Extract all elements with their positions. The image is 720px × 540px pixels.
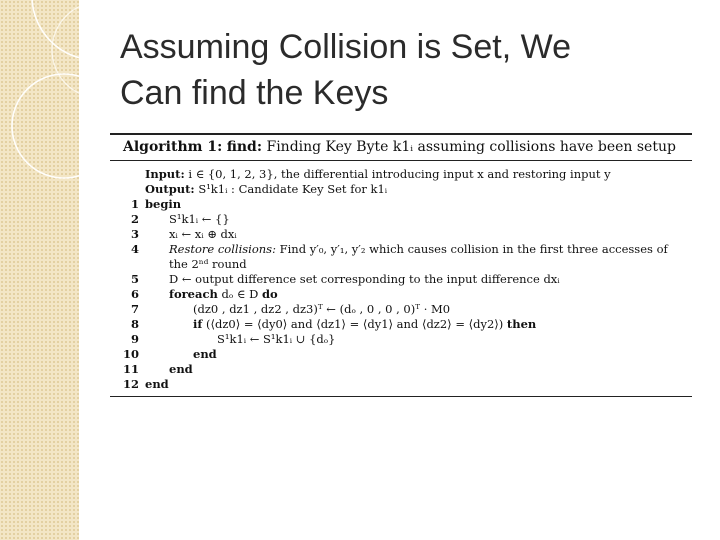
algorithm-line: 4 Restore collisions: Find y′₀, y′₁, y′₂ which causes collision in the first three accesses of [130,242,668,256]
algorithm-bottom-rule [110,396,692,397]
algorithm-line: 9 S¹k1ᵢ ← S¹k1ᵢ ∪ {dₒ} [130,332,336,346]
input-text: i ∈ {0, 1, 2, 3}, the differential introducing input x and restoring input y [188,167,611,181]
input-label: Input: [145,167,185,181]
algorithm-line: 3 xᵢ ← xᵢ ⊕ dxᵢ [130,227,237,241]
algorithm-caption [110,135,692,160]
output-label: Output: [145,182,195,196]
algorithm-output-line [110,182,692,197]
algorithm-line: 6 foreach dₒ ∈ D do [130,287,278,301]
algorithm-caption-name: find: [226,139,263,155]
algorithm-box [110,133,692,397]
algorithm-input-line [110,167,692,182]
slide-title-line-2: Can find the Keys [120,74,389,112]
algorithm-line: the 2ⁿᵈ round [169,257,247,271]
algorithm-line: 2 S¹k1ᵢ ← {} [130,212,230,226]
algorithm-caption-text: Finding Key Byte k1ᵢ assuming collisions have been setup [266,139,676,155]
algorithm-line: 5 D ← output difference set corresponding to the input difference dxᵢ [130,272,560,286]
slide-title [120,24,680,116]
algorithm-line: 1 begin [130,197,182,211]
algorithm-line: 7 (dz0 , dz1 , dz2 , dz3)ᵀ ← (dₒ , 0 , 0 , 0)ᵀ · M0 [130,302,451,316]
algorithm-line: 10 end [122,347,217,361]
algorithm-caption-label: Algorithm 1: [123,139,223,155]
algorithm-line: 8 if (⟨dz0⟩ = ⟨dy0⟩ and ⟨dz1⟩ = ⟨dy1⟩ and ⟨dz2⟩ = ⟨dy2⟩) then [130,317,537,331]
algorithm-line: 11 end [122,362,193,376]
slide-title-line-1: Assuming Collision is Set, We [120,28,571,66]
output-text: S¹k1ᵢ : Candidate Key Set for k1ᵢ [198,182,388,196]
algorithm-line: 12 end [122,377,169,391]
